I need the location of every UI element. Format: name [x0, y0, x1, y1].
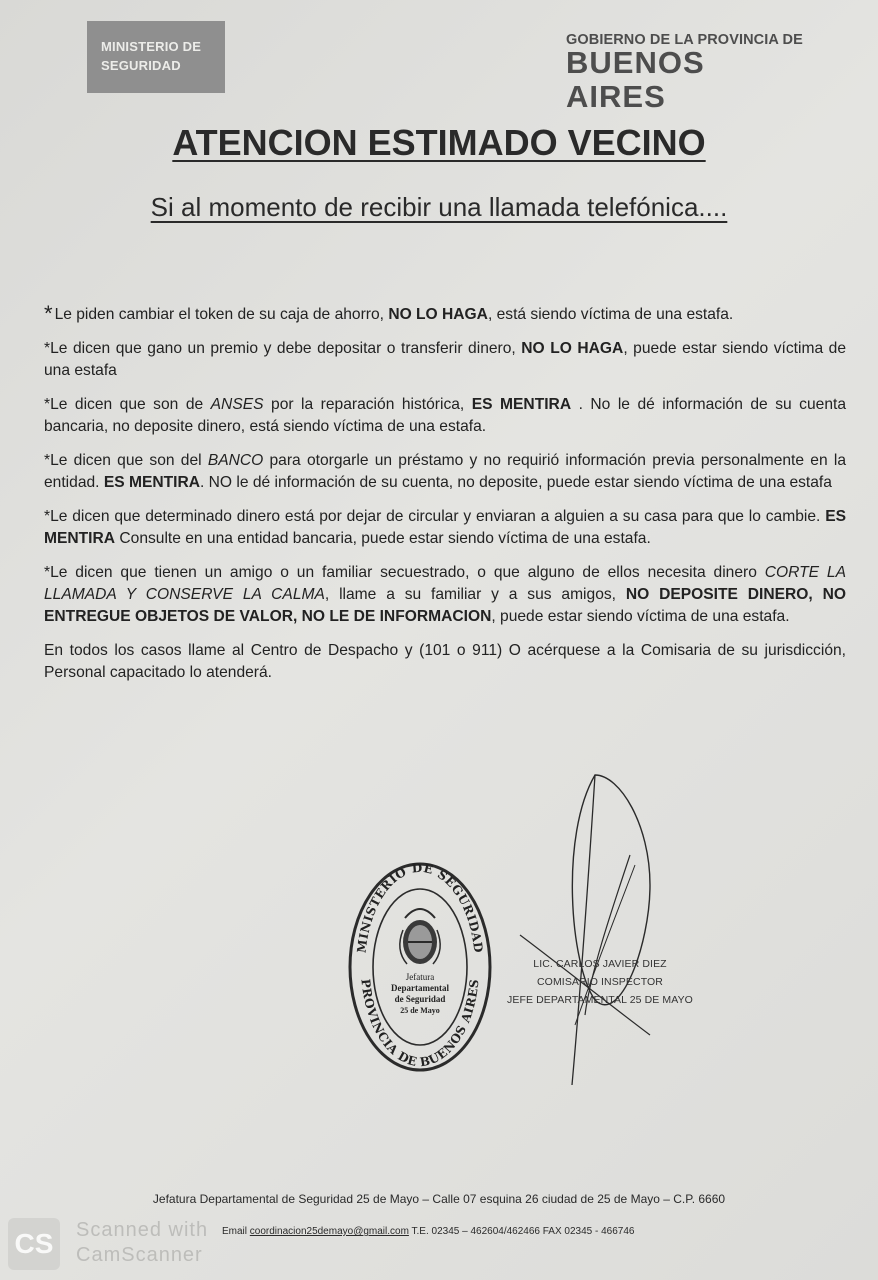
title-text: ATENCION ESTIMADO VECINO — [172, 122, 706, 163]
p6-text-d: , puede estar siendo víctima de una estafa. — [491, 608, 790, 625]
seal-inner-line1: Jefatura — [405, 972, 435, 982]
gov-line2: BUENOS AIRES — [566, 45, 705, 114]
p6-text-b: , llame a su familiar y a sus amigos, — [324, 586, 626, 603]
ministry-line2: SEGURIDAD — [101, 58, 181, 73]
camscanner-watermark — [76, 1218, 208, 1268]
p7-text: En todos los casos llame al Centro de Despacho y (101 o 911) O acérquese a la Comisaria de su jurisdicción, Personal capacitado lo atenderá. — [44, 642, 846, 681]
subtitle-text: Si al momento de recibir una llamada telefónica.... — [150, 192, 728, 222]
paragraph-todos-los-casos — [44, 640, 846, 684]
coat-of-arms-icon — [400, 909, 440, 964]
signer-rank: COMISARIO INSPECTOR — [537, 976, 663, 988]
p4-text-d: . NO le dé información de su cuenta, no deposite, puede estar siendo víctima de una estafa — [200, 474, 832, 491]
p3-text-b: por la reparación histórica, — [263, 396, 472, 413]
ministry-logo-box — [87, 21, 225, 93]
email-label: Email — [222, 1226, 250, 1237]
seal-bottom-text: PROVINCIA DE BUENOS AIRES — [358, 978, 482, 1070]
paragraph-token — [44, 303, 846, 326]
phone-numbers: T.E. 02345 – 462604/462466 FAX 02345 - 466746 — [408, 1226, 635, 1237]
paragraph-secuestro — [44, 562, 846, 628]
signer-block — [500, 955, 700, 1009]
seal-inner-line2: Departamental — [391, 983, 449, 993]
handwritten-signature — [500, 765, 690, 1095]
paragraph-banco — [44, 450, 846, 494]
gov-line1: GOBIERNO DE LA PROVINCIA DE — [566, 32, 803, 48]
watermark-line1: Scanned with — [76, 1219, 209, 1241]
p5-text-a: *Le dicen que determinado dinero está por dejar de circular y enviaran a alguien a su casa para que lo cambie. — [44, 508, 826, 525]
p4-text-b: para otorgarle un préstamo y no requirió información previa personalmente en la entidad. — [44, 452, 846, 491]
p5-bold: ES MENTIRA — [44, 508, 846, 547]
p1-bold: NO LO HAGA — [388, 306, 488, 323]
seal-inner-line3: de Seguridad — [394, 994, 446, 1004]
camscanner-logo-icon: CS — [8, 1218, 60, 1270]
watermark-line2: CamScanner — [76, 1244, 203, 1266]
page-subtitle — [0, 192, 878, 223]
p2-text-c: , puede estar siendo víctima de una estafa — [44, 340, 847, 379]
p6-bold: NO DEPOSITE DINERO, NO ENTREGUE OBJETOS DE VALOR, NO LE DE INFORMACION — [44, 586, 846, 625]
p4-italic: BANCO — [207, 452, 264, 469]
notice-body — [44, 303, 846, 696]
p2-text-a: *Le dicen que gano un premio y debe depositar o transferir dinero, — [44, 340, 522, 357]
p3-text-a: *Le dicen que son de — [44, 396, 211, 413]
p6-text-a: *Le dicen que tienen un amigo o un familiar secuestrado, o que alguno de ellos necesita dinero — [44, 564, 765, 581]
p5-text-c: Consulte en una entidad bancaria, puede estar siendo víctima de una estafa. — [115, 530, 651, 547]
p6-italic: CORTE LA LLAMADA Y CONSERVE LA CALMA — [44, 564, 846, 603]
paragraph-dinero — [44, 506, 846, 550]
signer-position: JEFE DEPARTAMENTAL 25 DE MAYO — [507, 994, 693, 1006]
p3-bold: ES MENTIRA — [471, 396, 572, 413]
official-seal — [345, 860, 495, 1075]
p1-text-c: , está siendo víctima de una estafa. — [487, 306, 734, 323]
signer-name: LIC. CARLOS JAVIER DIEZ — [533, 958, 667, 970]
seal-inner-line4: 25 de Mayo — [400, 1006, 440, 1015]
email-link[interactable]: coordinacion25demayo@gmail.com — [249, 1226, 409, 1237]
footer-address: Jefatura Departamental de Seguridad 25 de Mayo – Calle 07 esquina 26 ciudad de 25 de Mayo – C.P. 6660 — [152, 1192, 726, 1206]
footer-contact — [222, 1226, 742, 1237]
bullet-star: * — [44, 301, 53, 326]
paragraph-premio — [44, 338, 846, 382]
p4-text-a: *Le dicen que son del — [44, 452, 208, 469]
government-logo — [566, 32, 806, 114]
p3-italic: ANSES — [210, 396, 264, 413]
paragraph-anses — [44, 394, 846, 438]
p4-bold: ES MENTIRA — [103, 474, 200, 491]
p2-bold: NO LO HAGA — [521, 340, 624, 357]
p3-text-d: . No le dé información de su cuenta bancaria, no deposite dinero, está siendo víctima de una estafa. — [44, 396, 846, 435]
page-title — [0, 122, 878, 164]
p1-text-a: Le piden cambiar el token de su caja de ahorro, — [54, 306, 389, 323]
ministry-line1: MINISTERIO DE — [101, 39, 202, 54]
seal-top-text: MINISTERIO DE SEGURIDAD — [354, 860, 486, 954]
